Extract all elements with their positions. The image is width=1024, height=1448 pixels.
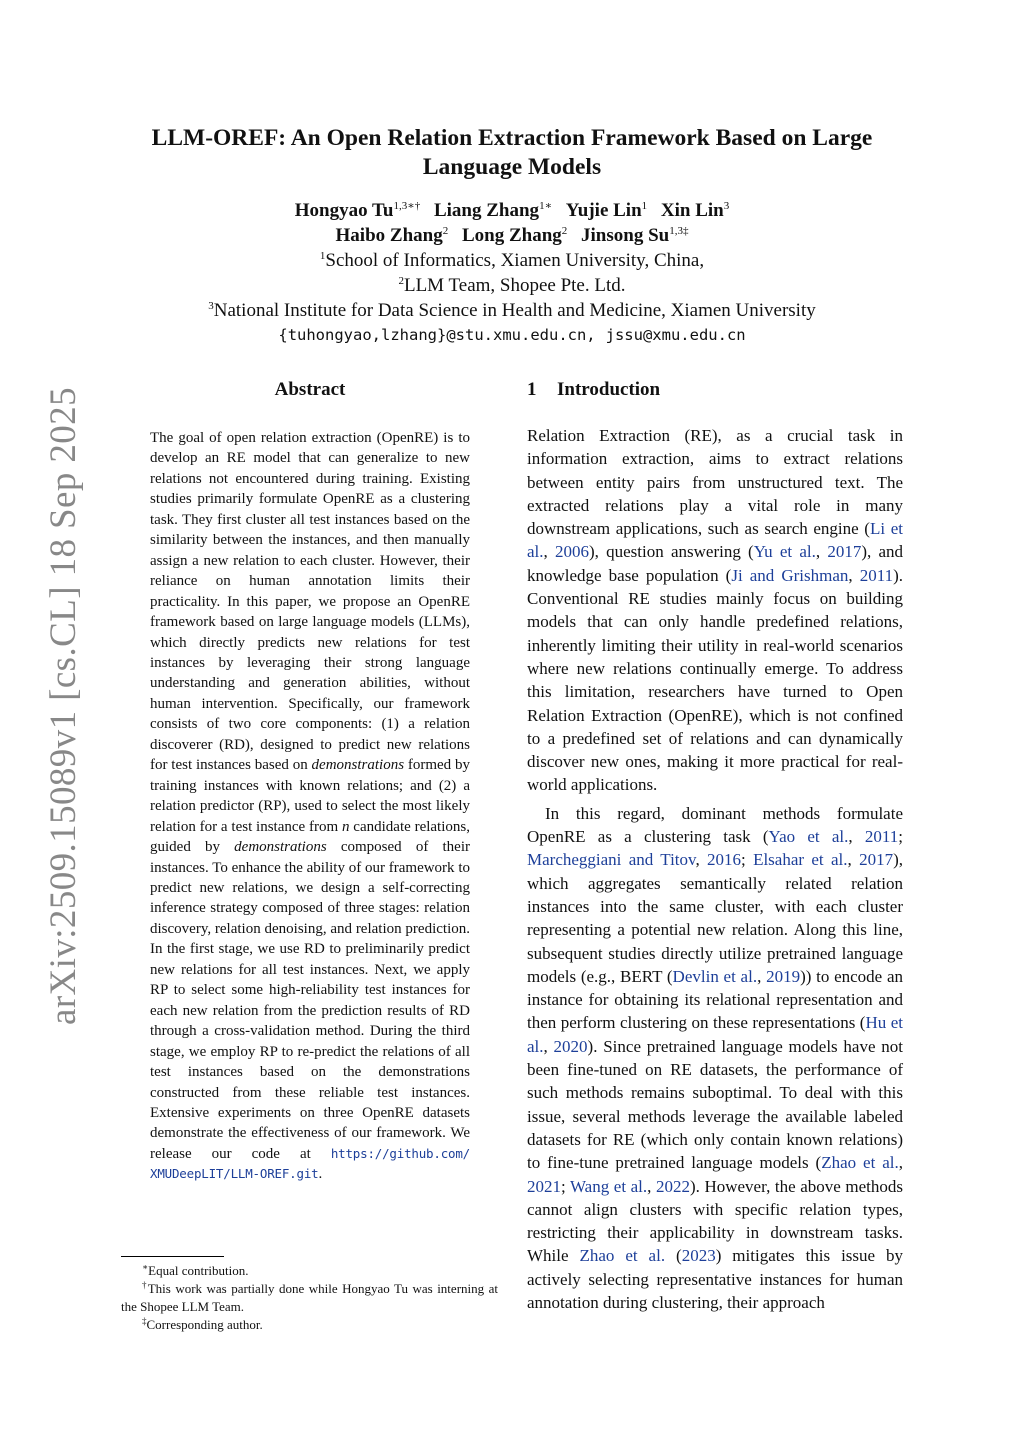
citation-link[interactable]: Yao et al. (768, 827, 849, 847)
affiliation-2: $^2$LLM Team, Shopee Pte. Ltd. (398, 275, 626, 296)
citation-link[interactable]: Zhao et al. (821, 1153, 899, 1173)
citation-link[interactable]: 2021 (527, 1176, 561, 1196)
citation-link[interactable]: Li et al. (527, 519, 903, 562)
author-name: Jinsong Su (581, 225, 670, 246)
citation-link[interactable]: Wang et al. (569, 1176, 648, 1196)
introduction-heading: 1 Introduction (527, 379, 661, 400)
author-name: Long Zhang (461, 225, 562, 246)
author-name: Haibo Zhang (335, 225, 443, 246)
footnote-rule (121, 1256, 224, 1257)
citation-link[interactable]: 2011 (859, 565, 894, 585)
citation-link[interactable]: 2017 (859, 850, 894, 870)
author-row-2 (110, 223, 914, 248)
citation-link[interactable]: 2016 (707, 850, 742, 870)
code-link-continued[interactable]: XMUDeepLIT/LLM-OREF.git (150, 1166, 319, 1182)
author-name: Xin Lin (660, 200, 724, 221)
citation-link[interactable]: Hu et al. (527, 1013, 903, 1056)
title-line-1: LLM-OREF: An Open Relation Extraction Framework Based on Large (151, 125, 873, 151)
code-link[interactable]: https://github.com/ (330, 1145, 470, 1161)
paper-title (110, 124, 914, 182)
author-mark: 1∗ (539, 200, 553, 212)
author-mark: 2 (561, 225, 568, 237)
citation-link[interactable]: Devlin et al. (672, 966, 758, 986)
citation-link[interactable]: 2019 (766, 966, 801, 986)
affiliation-1: $^1$School of Informatics, Xiamen University, China, (319, 250, 705, 271)
author-mark: 1,3∗† (393, 200, 421, 212)
citation-link[interactable]: 2006 (555, 542, 589, 562)
abstract-section (150, 378, 470, 1185)
citation-link[interactable]: Yu et al. (753, 542, 816, 562)
abstract-heading: Abstract (274, 379, 346, 400)
abstract-text: The goal of open relation extraction (OpenRE) is to develop an RE model that can generalize to new relations not encountered during training. Existing studies primarily formulate OpenRE as a clustering task. They first cluster all test instances based on the similarity between the instances, and then manually assign a new relation to each cluster. However, their reliance on human annotation limits their practicality. In this paper, we propose an OpenRE framework based on large language models (LLMs), which directly predicts new relations for test instances by leveraging their strong language understanding and generation abilities, without human intervention. Specifically, our framework consists of two core components: (1) a relation discoverer (RD), designed to predict new relations for test instances based on demonstrations formed by training instances with known relations; and (2) a relation predictor (RP), used to select the most likely relation for a test instance from n candidate relations, guided by demonstrations composed of their instances. To enhance the ability of our framework to predict new relations, we design a self-correcting inference strategy composed of three stages: relation discovery, relation denoising, and relation prediction. In the first stage, we use RD to preliminarily predict new relations for all test instances. Next, we apply RP to select some high-reliability test instances for each new relation from the prediction results of RD through a cross-validation method. During the third stage, we employ RP to re-predict the relations of all test instances based on the demonstrations constructed from these reliable test instances. Extensive experiments on three OpenRE datasets demonstrate the effectiveness of our framework. We release our code at https://github.com/ XMUDeepLIT/LLM-OREF.git. (150, 430, 470, 1183)
introduction-section (527, 378, 903, 1314)
intro-paragraph-1: Relation Extraction (RE), as a crucial task in information extraction, aims to extract relations between entity pairs from unstructured text. The extracted relations play a vital role in many downstream applications, such as search engine (Li et al., 2006), question answering (Yu et al., 2017), and knowledge base population (Ji and Grishman, 2011). Conventional RE studies mainly focus on building models that can only handle predefined relations, inherently limiting their utility in real-world scenarios where new relations continually emerge. To address this limitation, researchers have turned to Open Relation Extraction (OpenRE), which is not confined to a predefined set of relations and can dynamically discover new ones, making it more practical for real-world applications. (527, 426, 903, 795)
author-mark: 2 (442, 225, 449, 237)
email-1[interactable]: {tuhongyao,lzhang}@stu.xmu.edu.cn, (278, 326, 596, 344)
citation-link[interactable]: Ji and Grishman (731, 565, 849, 585)
citation-link[interactable]: 2022 (655, 1176, 690, 1196)
author-name: Yujie Lin (565, 200, 642, 221)
footnote-internship: †This work was partially done while Hongyao Tu was interning at the Shopee LLM Team. (121, 1280, 498, 1314)
author-row-1 (110, 198, 914, 223)
author-block (110, 198, 914, 348)
author-name: Hongyao Tu (294, 200, 394, 221)
footnote-corresponding: ‡Corresponding author. (142, 1316, 263, 1332)
footnotes (121, 1262, 498, 1334)
title-line-2: Language Models (422, 154, 602, 180)
email-2[interactable]: jssu@xmu.edu.cn (605, 326, 746, 344)
footnote-equal-contribution: ∗Equal contribution. (142, 1262, 249, 1278)
author-mark: 3 (723, 200, 730, 212)
citation-link[interactable]: 2020 (553, 1036, 588, 1056)
affiliation-3: $^3$National Institute for Data Science in Health and Medicine, Xiamen University (208, 300, 816, 321)
author-emails (110, 323, 914, 348)
author-mark: 1,3‡ (669, 225, 689, 237)
intro-paragraph-2: In this regard, dominant methods formulate OpenRE as a clustering task (Yao et al., 2011; Marcheggiani and Titov, 2016; Elsahar et al., 2017), which aggregates semantically related relation instances into the same cluster, with each cluster representing a potential new relation. Along this line, subsequent studies directly utilize pretrained language models (e.g., BERT (Devlin et al., 2019)) to encode an instance for obtaining its relational representation and then perform clustering on these representations (Hu et al., 2020). Since pretrained language models have not been fine-tuned on RE datasets, the performance of such methods remains suboptimal. To deal with this issue, several methods leverage the available labeled datasets for RE (which only contain known relations) to fine-tune pretrained language models (Zhao et al., 2021; Wang et al., 2022). However, the above methods cannot align clusters with specific relation types, restricting their applicability in downstream tasks. While Zhao et al. (2023) mitigates this issue by actively selecting representative instances for human annotation during clustering, their approach (527, 803, 904, 1312)
author-mark: 1 (641, 200, 648, 212)
citation-link[interactable]: 2017 (827, 542, 862, 562)
citation-link[interactable]: 2011 (864, 827, 899, 847)
citation-link[interactable]: Elsahar et al. (753, 850, 848, 870)
citation-link[interactable]: Marcheggiani and Titov (527, 850, 696, 870)
arxiv-identifier: arXiv:2509.15089v1 [cs.CL] 18 Sep 2025 (43, 387, 84, 1025)
author-name: Liang Zhang (433, 200, 540, 221)
citation-link[interactable]: 2023 (681, 1246, 716, 1266)
citation-link[interactable]: Zhao et al. (579, 1246, 666, 1266)
